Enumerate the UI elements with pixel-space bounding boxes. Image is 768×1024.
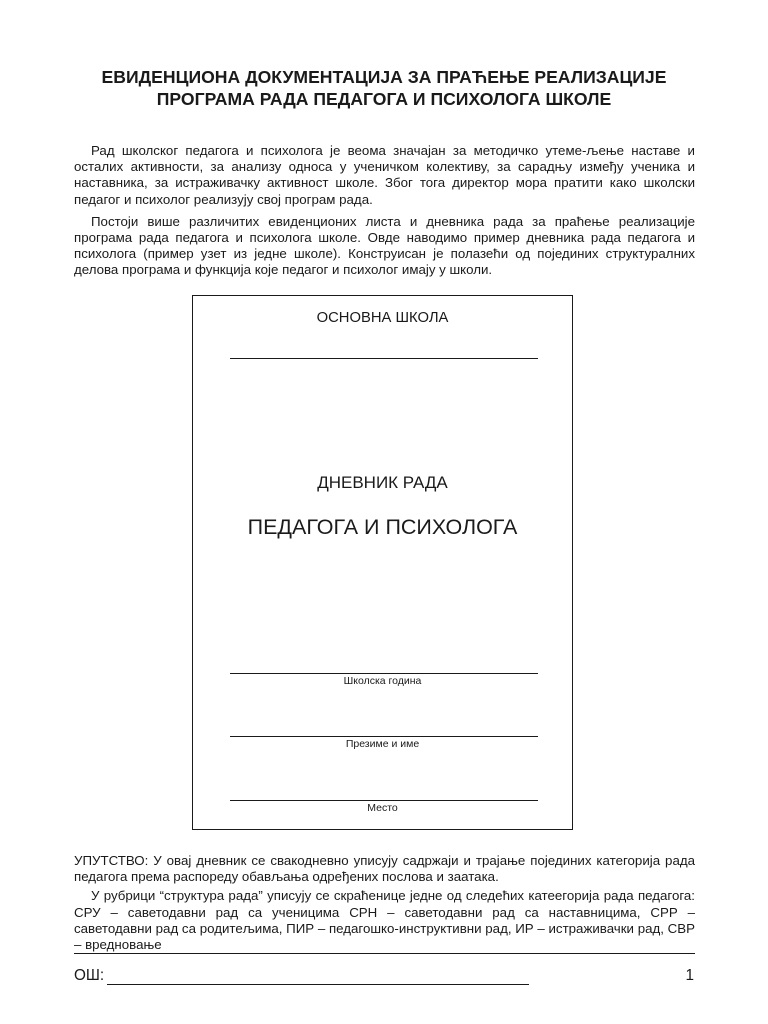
instructions-paragraph: У рубрици “структура рада” уписују се скраћенице једне од следећих катеегорија рада педагога: СРУ – саветодавни рад са ученицима СРН – саветодавни рад са наставницима, СРР – саветодавни рад са родитељима, ПИР – педагошко-инструктивни рад, ИР – истраживачки рад, СВР – вредновање bbox=[74, 888, 695, 953]
school-name-line bbox=[230, 358, 538, 359]
cover-role-title: ПЕДАГОГА И ПСИХОЛОГА bbox=[247, 515, 518, 539]
title-line-1: ЕВИДЕНЦИОНА ДОКУМЕНТАЦИЈА ЗА ПРАЋЕЊЕ РЕАЛИЗАЦИЈЕ bbox=[101, 67, 667, 87]
footer-divider bbox=[74, 953, 695, 954]
footer-school-line bbox=[107, 984, 529, 985]
place-caption: Место bbox=[367, 802, 398, 814]
name-line bbox=[230, 736, 538, 737]
instructions-text bbox=[74, 853, 695, 953]
intro-paragraph: Постоји више различитих евиденционих листа и дневника рада за праћење реализације програма рада педагога и психолога школе. Овде наводимо пример дневника рада педагога и психолога (пример узет из једне школе). Конструисан је полазећи од појединих структуралних делова програма и функција које педагог и психолог имају у школи. bbox=[74, 213, 695, 278]
diary-cover-sample bbox=[192, 295, 573, 830]
name-caption: Презиме и име bbox=[345, 738, 420, 750]
document-title bbox=[60, 66, 708, 110]
cover-diary-title: ДНЕВНИК РАДА bbox=[317, 473, 448, 492]
title-line-2: ПРОГРАМА РАДА ПЕДАГОГА И ПСИХОЛОГА ШКОЛЕ bbox=[156, 89, 612, 109]
intro-paragraph: Рад школског педагога и психолога је веома значајан за методичко утеме-љење наставе и осталих активности, за анализу односа у ученичком колективу, за сарадњу између ученика и наставника, за истраживачку активност школе. Због тога директор мора пратити како школски педагог и психолог реализују свој програм рада. bbox=[74, 143, 695, 207]
page-number: 1 bbox=[685, 967, 694, 984]
intro-text bbox=[74, 143, 695, 285]
school-year-caption: Школска година bbox=[343, 675, 422, 687]
instructions-paragraph: УПУТСТВО: У овај дневник се свакодневно уписују садржаји и трајање појединих категорија рада педагога према распореду обављања одређених послова и заатака. bbox=[74, 853, 695, 885]
school-year-line bbox=[230, 673, 538, 674]
cover-school-label: ОСНОВНА ШКОЛА bbox=[316, 310, 449, 326]
footer-school-label: ОШ: bbox=[74, 967, 105, 984]
place-line bbox=[230, 800, 538, 801]
